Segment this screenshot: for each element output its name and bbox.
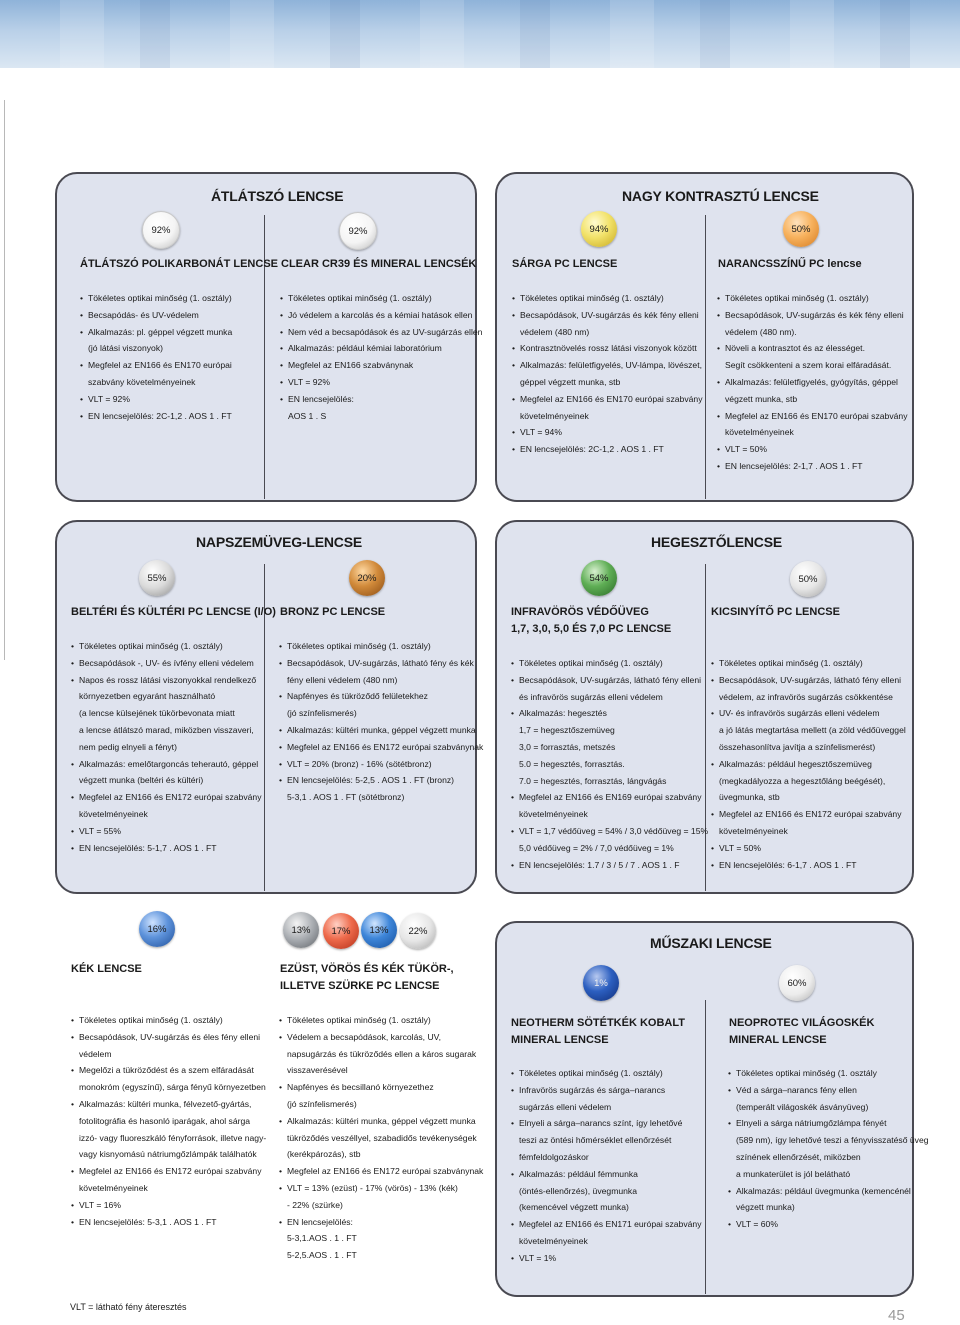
feature-line: • VLT = 94% xyxy=(512,424,703,441)
feature-line: • Becsapódások, UV-sugárzás és éles fény elleni xyxy=(71,1029,266,1046)
feature-line: végzett munka (beltéri és kültéri) xyxy=(79,775,204,786)
feature-line: • Kontrasztnövelés rossz látási viszonyok között xyxy=(512,340,703,357)
feature-line: • Megfelel az EN166 és EN169 európai szabvány xyxy=(511,789,708,806)
feature-line: követelményeinek xyxy=(79,1182,148,1193)
product-name-line2: MINERAL LENCSE xyxy=(511,1034,609,1046)
feature-line: • Tökéletes optikai minőség (1. osztály xyxy=(728,1065,929,1082)
product-name-line2: 1,7, 3,0, 5,0 ÉS 7,0 PC LENCSE xyxy=(511,623,672,635)
feature-line: • Tökéletes optikai minőség (1. osztály) xyxy=(80,290,232,307)
feature-line: • EN lencsejelölés: 6-1,7 . AOS 1 . FT xyxy=(711,857,906,874)
page-number: 45 xyxy=(888,1307,905,1324)
feature-line: monokróm (egyszínű), sárga fényű környezetben xyxy=(79,1082,266,1093)
feature-line: • Növeli a kontrasztot és az élességet. xyxy=(717,340,908,357)
feature-line: • Alkalmazás: kültéri munka, géppel végzett munka xyxy=(279,722,483,739)
feature-line: • EN lencsejelölés: 1.7 / 3 / 5 / 7 . AOS 1 . F xyxy=(511,857,708,874)
feature-line: • Tökéletes optikai minőség (1. osztály) xyxy=(71,1012,266,1029)
feature-line: 5.0 = hegesztés, forrasztás. xyxy=(519,758,625,769)
feature-line: • Tökéletes optikai minőség (1. osztály) xyxy=(717,290,908,307)
feature-line: • Megfelel az EN166 és EN170 európai szabvány xyxy=(512,391,703,408)
feature-line: • Alkalmazás: például fémmunka xyxy=(511,1166,702,1183)
feature-line: (jó színfelismerés) xyxy=(287,1098,357,1109)
vlt-badge-clear-pc: 92% xyxy=(142,211,180,249)
feature-line: 5-3,1.AOS . 1 . FT xyxy=(287,1233,357,1244)
product-name: INFRAVÖRÖS VÉDŐÜVEG xyxy=(511,606,649,618)
product-features xyxy=(80,290,232,424)
feature-line: • Tökéletes optikai minőség (1. osztály) xyxy=(279,1012,483,1029)
feature-line: (megkadályozza a hegesztőláng beégését), xyxy=(719,775,886,786)
vlt-badge-grey: 22% xyxy=(400,913,436,949)
feature-line: • VLT = 16% xyxy=(71,1197,266,1214)
feature-line: követelményeinek xyxy=(719,825,788,836)
feature-line: • Megfelel az EN166 és EN172 európai szabvány xyxy=(711,806,906,823)
feature-line: 5-3,1 . AOS 1 . FT (sötétbronz) xyxy=(287,792,405,803)
product-features xyxy=(711,655,906,873)
feature-line: a jó látás megtartása mellett (a zöld védőüveggel xyxy=(719,725,906,736)
vlt-badge-lightblue: 60% xyxy=(779,965,815,1001)
feature-line: szabvány követelményeinek xyxy=(88,376,196,387)
feature-line: környezetben egyaránt használható xyxy=(79,691,216,702)
feature-line: • Napfényes és becsillanó környezethez xyxy=(279,1079,483,1096)
feature-line: fémfeldolgozáskor xyxy=(519,1151,589,1162)
feature-line: követelményeinek xyxy=(520,410,589,421)
product-features xyxy=(71,1012,266,1230)
feature-line: • Infravörös sugárzás és sárga–narancs xyxy=(511,1082,702,1099)
feature-line: védelem (480 nm). xyxy=(725,326,797,337)
feature-line: végzett munka) xyxy=(736,1202,795,1213)
feature-line: • Becsapódás- és UV-védelem xyxy=(80,307,232,324)
product-features xyxy=(728,1065,929,1233)
feature-line: • Alkalmazás: kültéri munka, géppel végzett munka xyxy=(279,1113,483,1130)
feature-line: • Megfelel az EN166 és EN170 európai szabvány xyxy=(717,408,908,425)
product-name: BELTÉRI ÉS KÜLTÉRI PC LENCSE (I/O) xyxy=(71,606,276,618)
feature-line: • EN lencsejelölés: 5-3,1 . AOS 1 . FT xyxy=(71,1214,266,1231)
product-name: SÁRGA PC LENCSE xyxy=(512,258,618,270)
product-name: ÁTLÁTSZÓ POLIKARBONÁT LENCSE xyxy=(80,258,278,270)
feature-line: izzó- vagy fluoreszkáló fényforrások, illetve nagy- xyxy=(79,1132,267,1143)
vlt-badge-ir: 54% xyxy=(581,560,617,596)
feature-line: • VLT = 92% xyxy=(80,391,232,408)
feature-line: védelem xyxy=(79,1048,112,1059)
feature-line: 5-2,5.AOS . 1 . FT xyxy=(287,1250,357,1261)
feature-line: • Tökéletes optikai minőség (1. osztály) xyxy=(711,655,906,672)
feature-line: • Becsapódások, UV-sugárzás és kék fény elleni xyxy=(512,307,703,324)
feature-line: • VLT = 60% xyxy=(728,1216,929,1233)
feature-line: • Védelem a becsapódások, karcolás, UV, xyxy=(279,1029,483,1046)
feature-line: üvegmunka, stb xyxy=(719,792,780,803)
feature-line: • Alkalmazás: felületfigyelés, gyógyítás, géppel xyxy=(717,374,908,391)
vlt-badge-magnifier: 50% xyxy=(790,561,826,597)
feature-line: 1,7 = hegesztőszemüveg xyxy=(519,725,615,736)
product-features xyxy=(279,1012,483,1264)
feature-line: • VLT = 50% xyxy=(711,840,906,857)
section-hegeszto-title: HEGESZTŐLENCSE xyxy=(651,534,782,550)
feature-line: • Napos és rossz látási viszonyokkal rendelkező xyxy=(71,672,262,689)
feature-line: • Alkalmazás: például kémiai laboratórium xyxy=(280,340,482,357)
product-name: KICSINYÍTŐ PC LENCSE xyxy=(711,606,840,618)
feature-line: • Alkalmazás: például hegesztőszemüveg xyxy=(711,756,906,773)
vlt-badge-io: 55% xyxy=(139,560,175,596)
section-atlatszo-title: ÁTLÁTSZÓ LENCSE xyxy=(211,188,344,204)
feature-line: • Tökéletes optikai minőség (1. osztály) xyxy=(511,1065,702,1082)
vlt-badge-blue: 16% xyxy=(139,911,175,947)
feature-line: végzett munka, stb xyxy=(725,393,798,404)
feature-line: a munkaterület is jól belátható xyxy=(736,1168,851,1179)
feature-line: • Becsapódások, UV-sugárzás, látható fény elleni xyxy=(711,672,906,689)
feature-line: vagy kisnyomású nátriumgőzlámpák találhatók xyxy=(79,1149,257,1160)
feature-line: a lencse átlátszó marad, miközben visszaveri, xyxy=(79,724,254,735)
feature-line: • Tökéletes optikai minőség (1. osztály) xyxy=(71,638,262,655)
feature-line: • Tökéletes optikai minőség (1. osztály) xyxy=(279,638,483,655)
feature-line: • UV- és infravörös sugárzás elleni védelem xyxy=(711,705,906,722)
product-name-line2: ILLETVE SZÜRKE PC LENCSE xyxy=(280,980,440,992)
feature-line: • EN lencsejelölés: 2C-1,2 . AOS 1 . FT xyxy=(80,408,232,425)
feature-line: követelményeinek xyxy=(519,809,588,820)
feature-line: • Megfelel az EN166 és EN171 európai szabvány xyxy=(511,1216,702,1233)
feature-line: • Alkalmazás: emelőtargoncás teherautó, géppel xyxy=(71,756,262,773)
feature-line: • VLT = 55% xyxy=(71,823,262,840)
feature-line: AOS 1 . S xyxy=(288,410,327,421)
product-name: KÉK LENCSE xyxy=(71,963,142,975)
feature-line: 3,0 = forrasztás, metszés xyxy=(519,741,616,752)
product-features xyxy=(279,638,483,806)
feature-line: • Véd a sárga–narancs fény ellen xyxy=(728,1082,929,1099)
feature-line: Segít csökkenteni a szem korai elfáradását. xyxy=(725,360,892,371)
product-name: CLEAR CR39 ÉS MINERAL LENCSÉK xyxy=(281,258,477,270)
product-name: BRONZ PC LENCSE xyxy=(280,606,386,618)
feature-line: • Elnyeli a sárga–narancs színt, így lehetővé xyxy=(511,1115,702,1132)
section-napszemuveg-title: NAPSZEMÜVEG-LENCSE xyxy=(196,534,362,550)
feature-line: • VLT = 20% (bronz) - 16% (sötétbronz) xyxy=(279,756,483,773)
feature-line: • Jó védelem a karcolás és a kémiai hatások ellen xyxy=(280,307,482,324)
feature-line: védelem, az infravörös sugárzás csökkentése xyxy=(719,691,893,702)
feature-line: fény elleni védelem (480 nm) xyxy=(287,674,398,685)
feature-line: fotolitográfia és hasonló iparágak, ahol sárga xyxy=(79,1115,251,1126)
feature-line: • Tökéletes optikai minőség (1. osztály) xyxy=(280,290,482,307)
vlt-badge-red: 17% xyxy=(323,913,359,949)
feature-line: • Alkalmazás: például üvegmunka (kemencénél xyxy=(728,1183,929,1200)
feature-line: • Tökéletes optikai minőség (1. osztály) xyxy=(512,290,703,307)
feature-line: összehasonlítva javítja a színfelismerést) xyxy=(719,741,876,752)
feature-line: (a lencse külsejének tükörbevonata miatt xyxy=(79,708,235,719)
feature-line: • Alkalmazás: hegesztés xyxy=(511,705,708,722)
product-name-line2: MINERAL LENCSE xyxy=(729,1034,827,1046)
feature-line: • Alkalmazás: felületfigyelés, UV-lámpa, lövészet, xyxy=(512,357,703,374)
feature-line: követelményeinek xyxy=(725,427,794,438)
vlt-badge-yellow: 94% xyxy=(581,211,617,247)
section-muszaki-title: MŰSZAKI LENCSE xyxy=(650,935,772,951)
feature-line: (öntés-ellenőrzés), üvegmunka xyxy=(519,1185,637,1196)
feature-line: • VLT = 1,7 védőüveg = 54% / 3,0 védőüveg = 15% xyxy=(511,823,708,840)
feature-line: géppel végzett munka, stb xyxy=(520,376,621,387)
feature-line: (jó színfelismerés) xyxy=(287,708,357,719)
feature-line: • EN lencsejelölés: 5-1,7 . AOS 1 . FT xyxy=(71,840,262,857)
feature-line: • VLT = 1% xyxy=(511,1250,702,1267)
feature-line: • VLT = 50% xyxy=(717,441,908,458)
product-name: NEOTHERM SÖTÉTKÉK KOBALT xyxy=(511,1017,685,1029)
product-features xyxy=(511,1065,702,1267)
feature-line: • Becsapódások -, UV- és ívfény elleni védelem xyxy=(71,655,262,672)
feature-line: • VLT = 13% (ezüst) - 17% (vörös) - 13% (kék) xyxy=(279,1180,483,1197)
feature-line: (kemencével végzett munka) xyxy=(519,1202,629,1213)
vlt-badge-bronze: 20% xyxy=(349,560,385,596)
feature-line: • EN lencsejelölés: xyxy=(280,391,482,408)
feature-line: • Megfelel az EN166 és EN172 európai szabványnak xyxy=(279,739,483,756)
feature-line: színének ellenőrzését, miközben xyxy=(736,1151,861,1162)
footnote: VLT = látható fény áteresztés xyxy=(70,1302,187,1312)
feature-line: (kerékpározás), stb xyxy=(287,1149,361,1160)
vlt-badge-silver: 13% xyxy=(283,912,319,948)
feature-line: • Tökéletes optikai minőség (1. osztály) xyxy=(511,655,708,672)
feature-line: nem pedig elnyeli a fényt) xyxy=(79,741,177,752)
feature-line: (temperált világoskék ásványüveg) xyxy=(736,1101,869,1112)
feature-line: sugárzás elleni védelem xyxy=(519,1101,612,1112)
feature-line: 5,0 védőüveg = 2% / 7,0 védőüveg = 1% xyxy=(519,842,674,853)
section-muszaki-divider xyxy=(705,1000,706,1294)
vlt-badge-orange: 50% xyxy=(783,211,819,247)
feature-line: • Megfelel az EN166 szabványnak xyxy=(280,357,482,374)
feature-line: • Alkalmazás: kültéri munka, félvezető-gyártás, xyxy=(71,1096,266,1113)
feature-line: • Napfényes és tükröződő felületekhez xyxy=(279,688,483,705)
feature-line: • Becsapódások, UV-sugárzás, látható fény elleni xyxy=(511,672,708,689)
feature-line: védelem (480 nm) xyxy=(520,326,590,337)
feature-line: (jó látási viszonyok) xyxy=(88,343,163,354)
margin-rule xyxy=(4,100,5,660)
vlt-badge-blue-mirror: 13% xyxy=(361,912,397,948)
section-nagykontraszt-divider xyxy=(705,215,706,499)
product-features xyxy=(512,290,703,458)
feature-line: • VLT = 92% xyxy=(280,374,482,391)
product-name: NEOPROTEC VILÁGOSKÉK xyxy=(729,1017,875,1029)
feature-line: 7.0 = hegesztés, forrasztás, lángvágás xyxy=(519,775,667,786)
feature-line: és infravörös sugárzás elleni védelem xyxy=(519,691,663,702)
product-name: EZÜST, VÖRÖS ÉS KÉK TÜKÖR-, xyxy=(280,963,454,975)
feature-line: • Megfelel az EN166 és EN172 európai szabvány xyxy=(71,1163,266,1180)
feature-line: • Becsapódások, UV-sugárzás és kék fény elleni xyxy=(717,307,908,324)
feature-line: követelményeinek xyxy=(519,1235,588,1246)
product-features xyxy=(511,655,708,873)
feature-line: • Megfelel az EN166 és EN172 európai szabvány xyxy=(71,789,262,806)
feature-line: visszaverésével xyxy=(287,1065,348,1076)
feature-line: tükröződés veszéllyel, szabadidős tevékenységek xyxy=(287,1132,477,1143)
feature-line: • Becsapódások, UV-sugárzás, látható fény és kék xyxy=(279,655,483,672)
feature-line: (589 nm), így lehetővé teszi a fényvisszatéső üveg xyxy=(736,1135,929,1146)
vlt-badge-cobalt: 1% xyxy=(583,965,619,1001)
header-banner xyxy=(0,0,960,68)
section-nagykontraszt-title: NAGY KONTRASZTÚ LENCSE xyxy=(622,188,819,204)
vlt-badge-cr39: 92% xyxy=(339,212,377,250)
feature-line: teszi az öntési hőmérséklet ellenőrzését xyxy=(519,1135,672,1146)
feature-line: - 22% (szürke) xyxy=(287,1199,343,1210)
feature-line: • Elnyeli a sárga nátriumgőzlámpa fényét xyxy=(728,1115,929,1132)
product-features xyxy=(280,290,482,424)
product-features xyxy=(717,290,908,475)
product-name: NARANCSSZÍNŰ PC lencse xyxy=(718,258,862,270)
feature-line: • EN lencsejelölés: 5-2,5 . AOS 1 . FT (bronz) xyxy=(279,772,483,789)
feature-line: • Megfelel az EN166 és EN172 európai szabványnak xyxy=(279,1163,483,1180)
feature-line: • Nem véd a becsapódások és az UV-sugárzás ellen xyxy=(280,324,482,341)
feature-line: • EN lencsejelölés: xyxy=(279,1214,483,1231)
feature-line: követelményeinek xyxy=(79,808,148,819)
feature-line: • EN lencsejelölés: 2C-1,2 . AOS 1 . FT xyxy=(512,441,703,458)
feature-line: napsugárzás és tükröződés ellen a káros sugarak xyxy=(287,1048,477,1059)
feature-line: • Alkalmazás: pl. géppel végzett munka xyxy=(80,324,232,341)
feature-line: • EN lencsejelölés: 2-1,7 . AOS 1 . FT xyxy=(717,458,908,475)
product-features xyxy=(71,638,262,856)
feature-line: • Megfelel az EN166 és EN170 európai xyxy=(80,357,232,374)
feature-line: • Megelőzi a tükröződést és a szem elfáradását xyxy=(71,1062,266,1079)
